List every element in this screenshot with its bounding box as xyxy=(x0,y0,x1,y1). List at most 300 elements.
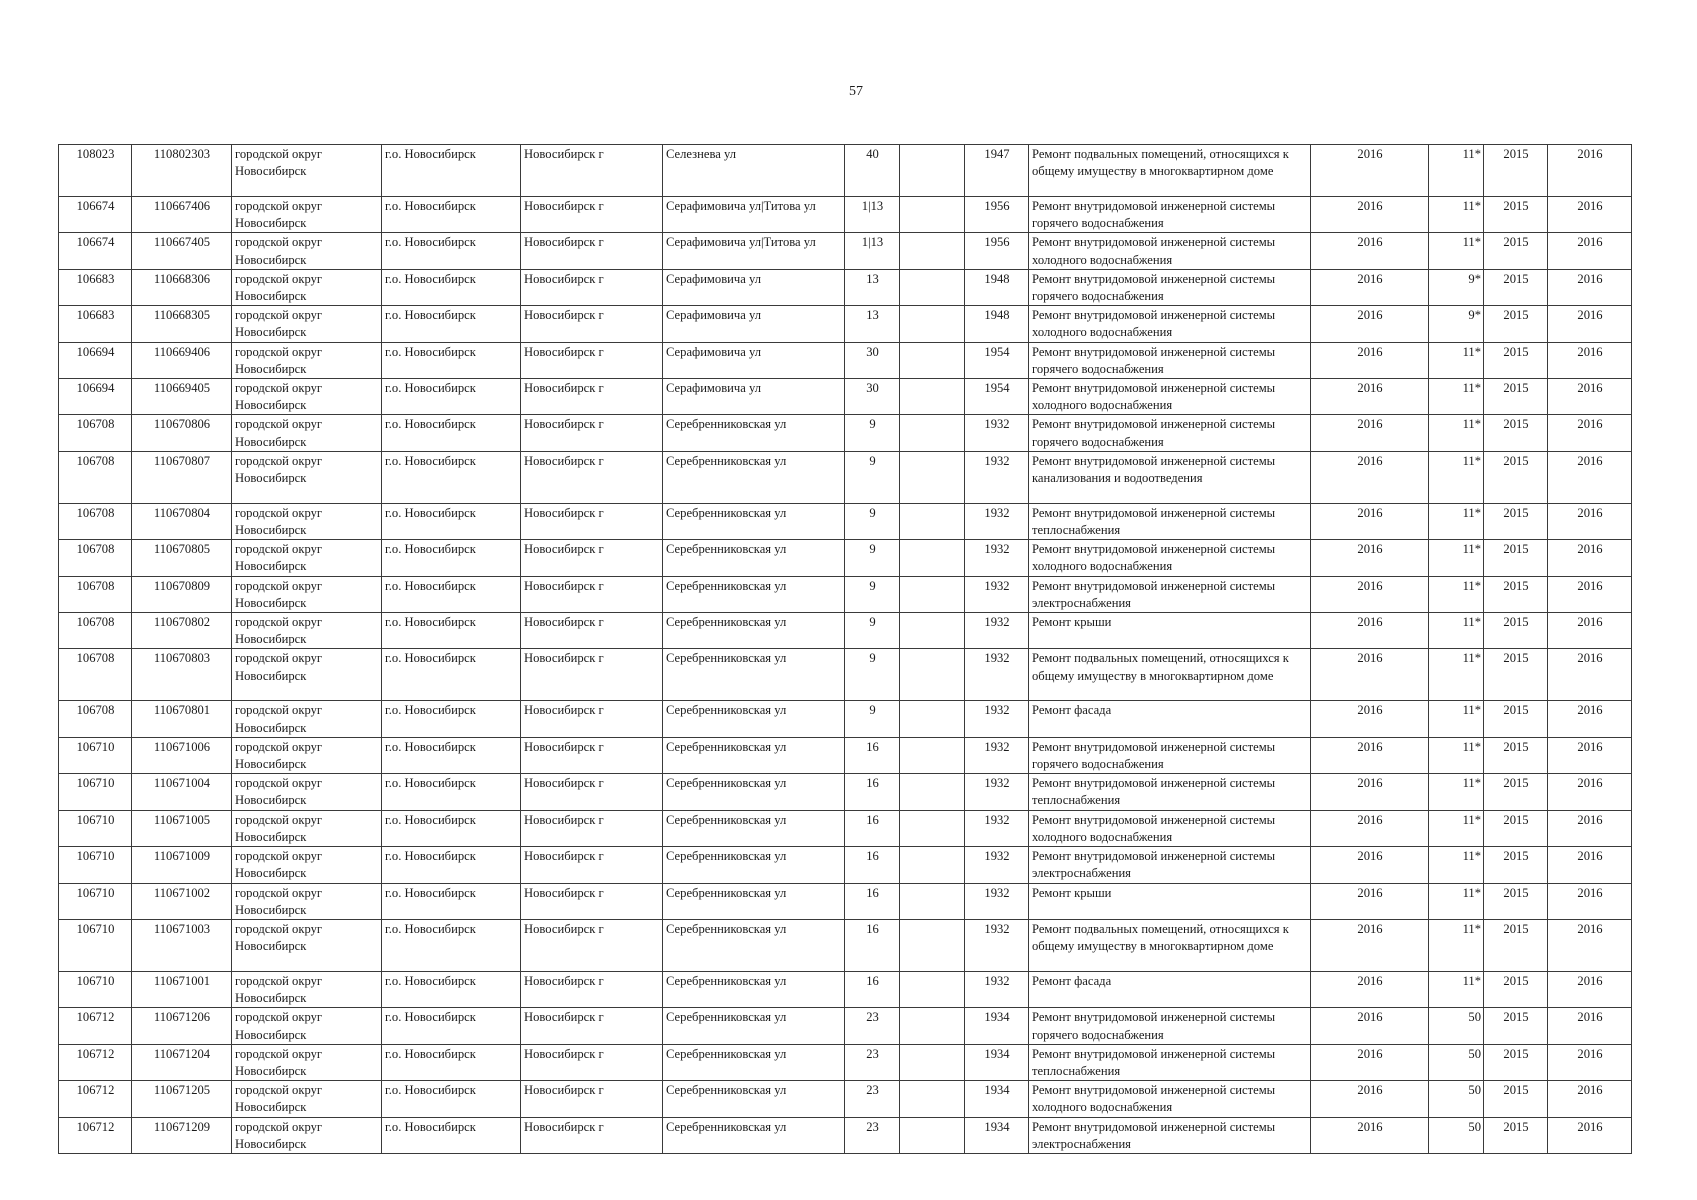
object-id-cell: 106710 xyxy=(59,847,132,883)
year-built-cell: 1934 xyxy=(965,1008,1029,1044)
street-cell: Серебренниковская ул xyxy=(663,1044,845,1080)
district-cell: г.о. Новосибирск xyxy=(382,379,521,415)
plan-year-cell: 2016 xyxy=(1311,451,1429,503)
year-from-cell: 2015 xyxy=(1484,342,1548,378)
year-built-cell: 1948 xyxy=(965,306,1029,342)
district-cell: г.о. Новосибирск xyxy=(382,883,521,919)
criterion-cell: 11* xyxy=(1429,613,1484,649)
year-to-cell: 2016 xyxy=(1548,576,1632,612)
building-cell xyxy=(900,145,965,197)
building-cell xyxy=(900,810,965,846)
work-code-cell: 110671006 xyxy=(132,737,232,773)
work-type-cell: Ремонт крыши xyxy=(1029,613,1311,649)
street-cell: Серебренниковская ул xyxy=(663,1008,845,1044)
building-cell xyxy=(900,737,965,773)
table-row xyxy=(59,1081,1632,1117)
object-id-cell: 106708 xyxy=(59,576,132,612)
street-cell: Серебренниковская ул xyxy=(663,701,845,737)
object-id-cell: 106683 xyxy=(59,269,132,305)
building-cell xyxy=(900,269,965,305)
municipality-cell: городской округ Новосибирск xyxy=(232,540,382,576)
plan-year-cell: 2016 xyxy=(1311,576,1429,612)
year-from-cell: 2015 xyxy=(1484,269,1548,305)
year-to-cell: 2016 xyxy=(1548,540,1632,576)
district-cell: г.о. Новосибирск xyxy=(382,451,521,503)
year-to-cell: 2016 xyxy=(1548,451,1632,503)
district-cell: г.о. Новосибирск xyxy=(382,1044,521,1080)
street-cell: Серебренниковская ул xyxy=(663,451,845,503)
year-from-cell: 2015 xyxy=(1484,847,1548,883)
street-cell: Серебренниковская ул xyxy=(663,919,845,971)
house-number-cell: 9 xyxy=(845,613,900,649)
street-cell: Серебренниковская ул xyxy=(663,503,845,539)
year-built-cell: 1932 xyxy=(965,503,1029,539)
table-row xyxy=(59,701,1632,737)
work-type-cell: Ремонт внутридомовой инженерной системы холодного водоснабжения xyxy=(1029,540,1311,576)
district-cell: г.о. Новосибирск xyxy=(382,971,521,1007)
table-row xyxy=(59,649,1632,701)
year-built-cell: 1934 xyxy=(965,1081,1029,1117)
object-id-cell: 106712 xyxy=(59,1008,132,1044)
table-row xyxy=(59,883,1632,919)
work-type-cell: Ремонт крыши xyxy=(1029,883,1311,919)
work-code-cell: 110670801 xyxy=(132,701,232,737)
criterion-cell: 11* xyxy=(1429,810,1484,846)
work-code-cell: 110671205 xyxy=(132,1081,232,1117)
house-number-cell: 9 xyxy=(845,415,900,451)
street-cell: Серафимовича ул|Титова ул xyxy=(663,233,845,269)
municipality-cell: городской округ Новосибирск xyxy=(232,269,382,305)
work-type-cell: Ремонт внутридомовой инженерной системы холодного водоснабжения xyxy=(1029,810,1311,846)
work-type-cell: Ремонт внутридомовой инженерной системы канализования и водоотведения xyxy=(1029,451,1311,503)
municipality-cell: городской округ Новосибирск xyxy=(232,649,382,701)
building-cell xyxy=(900,415,965,451)
house-number-cell: 13 xyxy=(845,269,900,305)
year-from-cell: 2015 xyxy=(1484,701,1548,737)
plan-year-cell: 2016 xyxy=(1311,774,1429,810)
municipality-cell: городской округ Новосибирск xyxy=(232,737,382,773)
work-type-cell: Ремонт внутридомовой инженерной системы холодного водоснабжения xyxy=(1029,306,1311,342)
house-number-cell: 9 xyxy=(845,701,900,737)
building-cell xyxy=(900,306,965,342)
work-code-cell: 110671009 xyxy=(132,847,232,883)
plan-year-cell: 2016 xyxy=(1311,415,1429,451)
municipality-cell: городской округ Новосибирск xyxy=(232,145,382,197)
municipality-cell: городской округ Новосибирск xyxy=(232,415,382,451)
district-cell: г.о. Новосибирск xyxy=(382,649,521,701)
year-built-cell: 1956 xyxy=(965,233,1029,269)
house-number-cell: 9 xyxy=(845,503,900,539)
year-to-cell: 2016 xyxy=(1548,701,1632,737)
year-built-cell: 1932 xyxy=(965,451,1029,503)
municipality-cell: городской округ Новосибирск xyxy=(232,613,382,649)
table-row xyxy=(59,145,1632,197)
municipality-cell: городской округ Новосибирск xyxy=(232,810,382,846)
object-id-cell: 106710 xyxy=(59,810,132,846)
plan-year-cell: 2016 xyxy=(1311,649,1429,701)
year-from-cell: 2015 xyxy=(1484,145,1548,197)
house-number-cell: 16 xyxy=(845,774,900,810)
object-id-cell: 106708 xyxy=(59,503,132,539)
plan-year-cell: 2016 xyxy=(1311,613,1429,649)
municipality-cell: городской округ Новосибирск xyxy=(232,847,382,883)
year-from-cell: 2015 xyxy=(1484,233,1548,269)
municipality-cell: городской округ Новосибирск xyxy=(232,306,382,342)
page-number: 57 xyxy=(849,84,863,99)
table-row xyxy=(59,810,1632,846)
work-code-cell: 110670806 xyxy=(132,415,232,451)
work-type-cell: Ремонт внутридомовой инженерной системы электроснабжения xyxy=(1029,1117,1311,1153)
object-id-cell: 106674 xyxy=(59,233,132,269)
year-to-cell: 2016 xyxy=(1548,810,1632,846)
object-id-cell: 106712 xyxy=(59,1044,132,1080)
year-from-cell: 2015 xyxy=(1484,971,1548,1007)
object-id-cell: 106708 xyxy=(59,540,132,576)
year-to-cell: 2016 xyxy=(1548,737,1632,773)
street-cell: Серафимовича ул xyxy=(663,342,845,378)
street-cell: Серебренниковская ул xyxy=(663,649,845,701)
house-number-cell: 16 xyxy=(845,847,900,883)
work-code-cell: 110671204 xyxy=(132,1044,232,1080)
district-cell: г.о. Новосибирск xyxy=(382,540,521,576)
city-cell: Новосибирск г xyxy=(521,540,663,576)
year-built-cell: 1932 xyxy=(965,613,1029,649)
municipality-cell: городской округ Новосибирск xyxy=(232,451,382,503)
municipality-cell: городской округ Новосибирск xyxy=(232,1081,382,1117)
building-cell xyxy=(900,847,965,883)
plan-year-cell: 2016 xyxy=(1311,1081,1429,1117)
year-from-cell: 2015 xyxy=(1484,197,1548,233)
work-type-cell: Ремонт фасада xyxy=(1029,971,1311,1007)
plan-year-cell: 2016 xyxy=(1311,233,1429,269)
work-type-cell: Ремонт внутридомовой инженерной системы холодного водоснабжения xyxy=(1029,233,1311,269)
building-cell xyxy=(900,613,965,649)
work-code-cell: 110669405 xyxy=(132,379,232,415)
year-to-cell: 2016 xyxy=(1548,145,1632,197)
work-type-cell: Ремонт внутридомовой инженерной системы электроснабжения xyxy=(1029,847,1311,883)
street-cell: Серебренниковская ул xyxy=(663,576,845,612)
criterion-cell: 11* xyxy=(1429,847,1484,883)
plan-year-cell: 2016 xyxy=(1311,503,1429,539)
city-cell: Новосибирск г xyxy=(521,342,663,378)
year-from-cell: 2015 xyxy=(1484,737,1548,773)
work-code-cell: 110670807 xyxy=(132,451,232,503)
year-built-cell: 1932 xyxy=(965,971,1029,1007)
district-cell: г.о. Новосибирск xyxy=(382,306,521,342)
year-built-cell: 1932 xyxy=(965,576,1029,612)
building-cell xyxy=(900,379,965,415)
house-number-cell: 30 xyxy=(845,342,900,378)
district-cell: г.о. Новосибирск xyxy=(382,342,521,378)
work-code-cell: 110671003 xyxy=(132,919,232,971)
city-cell: Новосибирск г xyxy=(521,1044,663,1080)
year-built-cell: 1932 xyxy=(965,810,1029,846)
street-cell: Серебренниковская ул xyxy=(663,415,845,451)
house-number-cell: 23 xyxy=(845,1081,900,1117)
street-cell: Серебренниковская ул xyxy=(663,971,845,1007)
work-type-cell: Ремонт внутридомовой инженерной системы теплоснабжения xyxy=(1029,774,1311,810)
house-number-cell: 1|13 xyxy=(845,233,900,269)
city-cell: Новосибирск г xyxy=(521,197,663,233)
street-cell: Серебренниковская ул xyxy=(663,540,845,576)
city-cell: Новосибирск г xyxy=(521,233,663,269)
object-id-cell: 106710 xyxy=(59,971,132,1007)
work-code-cell: 110671002 xyxy=(132,883,232,919)
plan-year-cell: 2016 xyxy=(1311,883,1429,919)
building-cell xyxy=(900,649,965,701)
year-to-cell: 2016 xyxy=(1548,503,1632,539)
district-cell: г.о. Новосибирск xyxy=(382,737,521,773)
year-built-cell: 1934 xyxy=(965,1044,1029,1080)
city-cell: Новосибирск г xyxy=(521,971,663,1007)
object-id-cell: 108023 xyxy=(59,145,132,197)
year-built-cell: 1932 xyxy=(965,847,1029,883)
street-cell: Селезнева ул xyxy=(663,145,845,197)
criterion-cell: 11* xyxy=(1429,919,1484,971)
work-type-cell: Ремонт внутридомовой инженерной системы теплоснабжения xyxy=(1029,1044,1311,1080)
municipality-cell: городской округ Новосибирск xyxy=(232,342,382,378)
building-cell xyxy=(900,774,965,810)
work-type-cell: Ремонт внутридомовой инженерной системы горячего водоснабжения xyxy=(1029,269,1311,305)
criterion-cell: 11* xyxy=(1429,701,1484,737)
year-built-cell: 1932 xyxy=(965,774,1029,810)
criterion-cell: 50 xyxy=(1429,1081,1484,1117)
plan-year-cell: 2016 xyxy=(1311,145,1429,197)
object-id-cell: 106694 xyxy=(59,379,132,415)
work-type-cell: Ремонт внутридомовой инженерной системы горячего водоснабжения xyxy=(1029,737,1311,773)
year-to-cell: 2016 xyxy=(1548,883,1632,919)
plan-year-cell: 2016 xyxy=(1311,197,1429,233)
year-to-cell: 2016 xyxy=(1548,197,1632,233)
object-id-cell: 106694 xyxy=(59,342,132,378)
criterion-cell: 9* xyxy=(1429,269,1484,305)
work-code-cell: 110802303 xyxy=(132,145,232,197)
house-number-cell: 23 xyxy=(845,1008,900,1044)
criterion-cell: 11* xyxy=(1429,233,1484,269)
criterion-cell: 11* xyxy=(1429,971,1484,1007)
criterion-cell: 50 xyxy=(1429,1044,1484,1080)
plan-year-cell: 2016 xyxy=(1311,540,1429,576)
year-from-cell: 2015 xyxy=(1484,503,1548,539)
building-cell xyxy=(900,540,965,576)
criterion-cell: 11* xyxy=(1429,503,1484,539)
work-code-cell: 110671206 xyxy=(132,1008,232,1044)
work-code-cell: 110670802 xyxy=(132,613,232,649)
district-cell: г.о. Новосибирск xyxy=(382,1008,521,1044)
year-built-cell: 1948 xyxy=(965,269,1029,305)
building-cell xyxy=(900,1044,965,1080)
city-cell: Новосибирск г xyxy=(521,810,663,846)
plan-year-cell: 2016 xyxy=(1311,810,1429,846)
criterion-cell: 11* xyxy=(1429,540,1484,576)
plan-year-cell: 2016 xyxy=(1311,306,1429,342)
object-id-cell: 106708 xyxy=(59,415,132,451)
work-code-cell: 110667406 xyxy=(132,197,232,233)
year-to-cell: 2016 xyxy=(1548,1044,1632,1080)
criterion-cell: 11* xyxy=(1429,774,1484,810)
object-id-cell: 106708 xyxy=(59,649,132,701)
building-cell xyxy=(900,1081,965,1117)
table-body xyxy=(59,145,1632,1154)
criterion-cell: 11* xyxy=(1429,451,1484,503)
year-from-cell: 2015 xyxy=(1484,379,1548,415)
city-cell: Новосибирск г xyxy=(521,576,663,612)
building-cell xyxy=(900,451,965,503)
criterion-cell: 11* xyxy=(1429,379,1484,415)
plan-year-cell: 2016 xyxy=(1311,269,1429,305)
city-cell: Новосибирск г xyxy=(521,379,663,415)
table-row xyxy=(59,451,1632,503)
municipality-cell: городской округ Новосибирск xyxy=(232,701,382,737)
street-cell: Серебренниковская ул xyxy=(663,1117,845,1153)
year-from-cell: 2015 xyxy=(1484,576,1548,612)
street-cell: Серебренниковская ул xyxy=(663,1081,845,1117)
table-row xyxy=(59,919,1632,971)
object-id-cell: 106708 xyxy=(59,451,132,503)
house-number-cell: 9 xyxy=(845,540,900,576)
house-number-cell: 23 xyxy=(845,1117,900,1153)
object-id-cell: 106683 xyxy=(59,306,132,342)
city-cell: Новосибирск г xyxy=(521,1081,663,1117)
house-number-cell: 9 xyxy=(845,576,900,612)
building-cell xyxy=(900,503,965,539)
criterion-cell: 11* xyxy=(1429,737,1484,773)
house-number-cell: 9 xyxy=(845,451,900,503)
work-code-cell: 110669406 xyxy=(132,342,232,378)
table-row xyxy=(59,737,1632,773)
year-built-cell: 1947 xyxy=(965,145,1029,197)
table-row xyxy=(59,847,1632,883)
municipality-cell: городской округ Новосибирск xyxy=(232,1117,382,1153)
district-cell: г.о. Новосибирск xyxy=(382,197,521,233)
work-type-cell: Ремонт внутридомовой инженерной системы горячего водоснабжения xyxy=(1029,415,1311,451)
building-cell xyxy=(900,197,965,233)
plan-year-cell: 2016 xyxy=(1311,1008,1429,1044)
house-number-cell: 16 xyxy=(845,883,900,919)
plan-year-cell: 2016 xyxy=(1311,737,1429,773)
house-number-cell: 23 xyxy=(845,1044,900,1080)
work-type-cell: Ремонт фасада xyxy=(1029,701,1311,737)
municipality-cell: городской округ Новосибирск xyxy=(232,379,382,415)
year-from-cell: 2015 xyxy=(1484,1081,1548,1117)
building-cell xyxy=(900,919,965,971)
house-number-cell: 13 xyxy=(845,306,900,342)
year-built-cell: 1954 xyxy=(965,342,1029,378)
city-cell: Новосибирск г xyxy=(521,883,663,919)
city-cell: Новосибирск г xyxy=(521,613,663,649)
year-built-cell: 1934 xyxy=(965,1117,1029,1153)
district-cell: г.о. Новосибирск xyxy=(382,1081,521,1117)
year-from-cell: 2015 xyxy=(1484,774,1548,810)
year-from-cell: 2015 xyxy=(1484,306,1548,342)
criterion-cell: 11* xyxy=(1429,883,1484,919)
plan-year-cell: 2016 xyxy=(1311,342,1429,378)
city-cell: Новосибирск г xyxy=(521,451,663,503)
work-type-cell: Ремонт внутридомовой инженерной системы горячего водоснабжения xyxy=(1029,1008,1311,1044)
year-from-cell: 2015 xyxy=(1484,919,1548,971)
criterion-cell: 11* xyxy=(1429,197,1484,233)
object-id-cell: 106674 xyxy=(59,197,132,233)
house-number-cell: 9 xyxy=(845,649,900,701)
work-type-cell: Ремонт внутридомовой инженерной системы горячего водоснабжения xyxy=(1029,197,1311,233)
year-to-cell: 2016 xyxy=(1548,1081,1632,1117)
street-cell: Серафимовича ул|Титова ул xyxy=(663,197,845,233)
district-cell: г.о. Новосибирск xyxy=(382,576,521,612)
work-type-cell: Ремонт внутридомовой инженерной системы горячего водоснабжения xyxy=(1029,342,1311,378)
year-built-cell: 1956 xyxy=(965,197,1029,233)
city-cell: Новосибирск г xyxy=(521,847,663,883)
city-cell: Новосибирск г xyxy=(521,415,663,451)
table-row xyxy=(59,415,1632,451)
year-built-cell: 1932 xyxy=(965,649,1029,701)
work-type-cell: Ремонт внутридомовой инженерной системы холодного водоснабжения xyxy=(1029,379,1311,415)
year-to-cell: 2016 xyxy=(1548,613,1632,649)
table-row xyxy=(59,197,1632,233)
building-cell xyxy=(900,233,965,269)
table-row xyxy=(59,503,1632,539)
year-built-cell: 1932 xyxy=(965,415,1029,451)
plan-year-cell: 2016 xyxy=(1311,919,1429,971)
district-cell: г.о. Новосибирск xyxy=(382,701,521,737)
year-from-cell: 2015 xyxy=(1484,540,1548,576)
year-to-cell: 2016 xyxy=(1548,306,1632,342)
building-cell xyxy=(900,576,965,612)
year-to-cell: 2016 xyxy=(1548,1117,1632,1153)
municipality-cell: городской округ Новосибирск xyxy=(232,576,382,612)
city-cell: Новосибирск г xyxy=(521,306,663,342)
plan-year-cell: 2016 xyxy=(1311,701,1429,737)
table-row xyxy=(59,233,1632,269)
year-from-cell: 2015 xyxy=(1484,1117,1548,1153)
object-id-cell: 106710 xyxy=(59,774,132,810)
year-to-cell: 2016 xyxy=(1548,649,1632,701)
work-code-cell: 110670805 xyxy=(132,540,232,576)
street-cell: Серафимовича ул xyxy=(663,269,845,305)
municipality-cell: городской округ Новосибирск xyxy=(232,883,382,919)
criterion-cell: 50 xyxy=(1429,1008,1484,1044)
object-id-cell: 106710 xyxy=(59,737,132,773)
house-number-cell: 16 xyxy=(845,971,900,1007)
house-number-cell: 16 xyxy=(845,919,900,971)
object-id-cell: 106710 xyxy=(59,883,132,919)
year-from-cell: 2015 xyxy=(1484,810,1548,846)
district-cell: г.о. Новосибирск xyxy=(382,847,521,883)
building-cell xyxy=(900,1008,965,1044)
table-row xyxy=(59,306,1632,342)
city-cell: Новосибирск г xyxy=(521,701,663,737)
table-row xyxy=(59,1044,1632,1080)
table-row xyxy=(59,576,1632,612)
year-to-cell: 2016 xyxy=(1548,269,1632,305)
district-cell: г.о. Новосибирск xyxy=(382,774,521,810)
building-cell xyxy=(900,342,965,378)
district-cell: г.о. Новосибирск xyxy=(382,810,521,846)
municipality-cell: городской округ Новосибирск xyxy=(232,197,382,233)
city-cell: Новосибирск г xyxy=(521,269,663,305)
criterion-cell: 9* xyxy=(1429,306,1484,342)
district-cell: г.о. Новосибирск xyxy=(382,503,521,539)
house-number-cell: 40 xyxy=(845,145,900,197)
plan-year-cell: 2016 xyxy=(1311,847,1429,883)
object-id-cell: 106712 xyxy=(59,1081,132,1117)
house-number-cell: 1|13 xyxy=(845,197,900,233)
table-row xyxy=(59,342,1632,378)
building-cell xyxy=(900,883,965,919)
work-code-cell: 110668305 xyxy=(132,306,232,342)
year-built-cell: 1932 xyxy=(965,701,1029,737)
year-to-cell: 2016 xyxy=(1548,415,1632,451)
street-cell: Серебренниковская ул xyxy=(663,883,845,919)
